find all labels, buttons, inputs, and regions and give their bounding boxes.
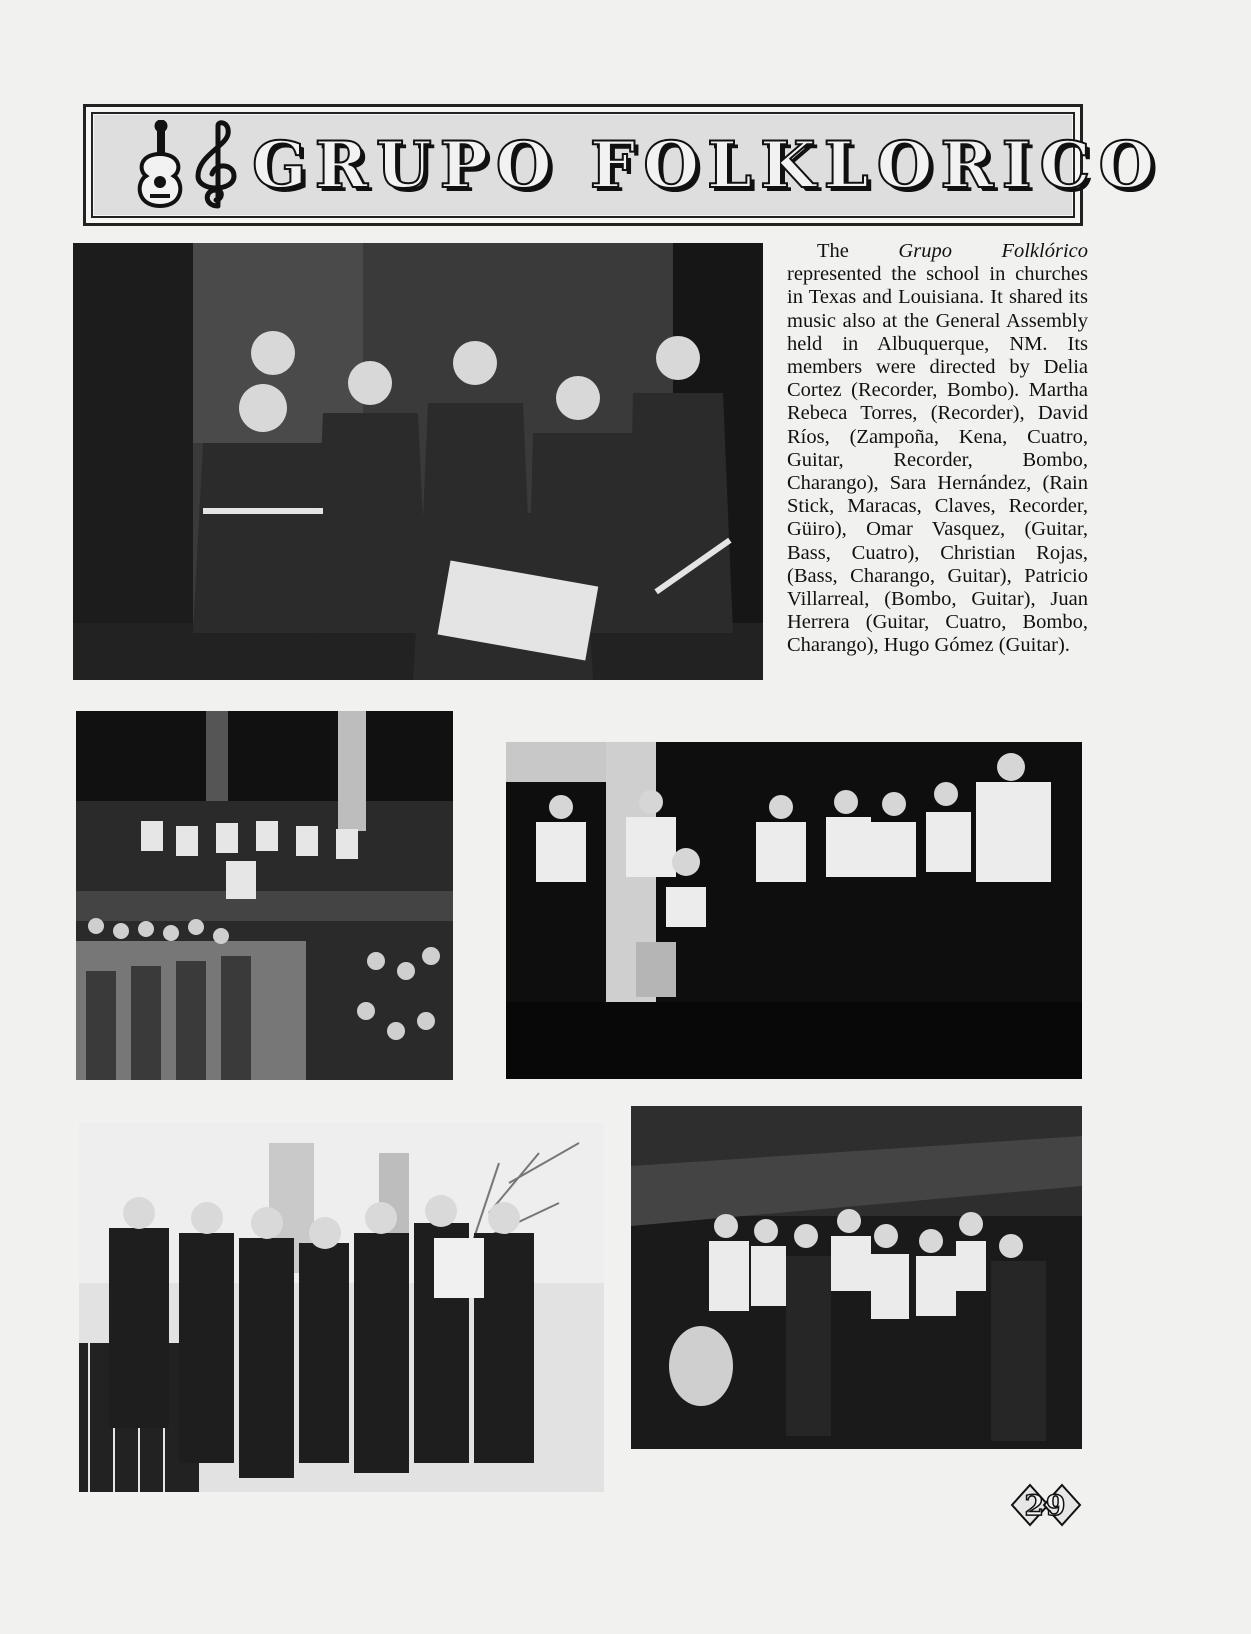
caption-text <box>787 240 1088 658</box>
page-number: 29 <box>1024 1488 1068 1522</box>
photo-hangar-group <box>631 1106 1082 1449</box>
title-banner <box>83 104 1163 226</box>
caption-group-name: Grupo Folklórico <box>898 240 1088 262</box>
page-title: GRUPO FOLKLORICO <box>252 127 1163 203</box>
caption-lead: The <box>817 240 899 262</box>
treble-clef-icon <box>190 120 242 210</box>
page-number-badge <box>1008 1483 1084 1527</box>
photo-group-portrait <box>73 243 763 680</box>
photo-outdoor-group <box>79 1123 604 1492</box>
guitar-icon <box>130 120 190 210</box>
photo-church-performance <box>76 711 453 1080</box>
photo-stage-performance <box>506 742 1082 1079</box>
caption-body: represented the school in churches in Texas and Louisiana. It shared its music also at the General Assembly held in Albuquerque, NM. Its members were directed by Delia Cortez (Recorder, Bombo). Martha Rebeca Torres, (Recorder), David Ríos, (Zampoña, Kena, Cuatro, Guitar, Recorder, Bombo, Charango), Sara Hernández, (Rain Stick, Maracas, Claves, Recorder, Güiro), Omar Vasquez, (Guitar, Bass, Cuatro), Christian Rojas, (Bass, Charango, Guitar), Patricio Villarreal, (Bombo, Guitar), Juan Herrera (Guitar, Cuatro, Bombo, Charango), Hugo Gómez (Guitar). <box>787 263 1088 657</box>
